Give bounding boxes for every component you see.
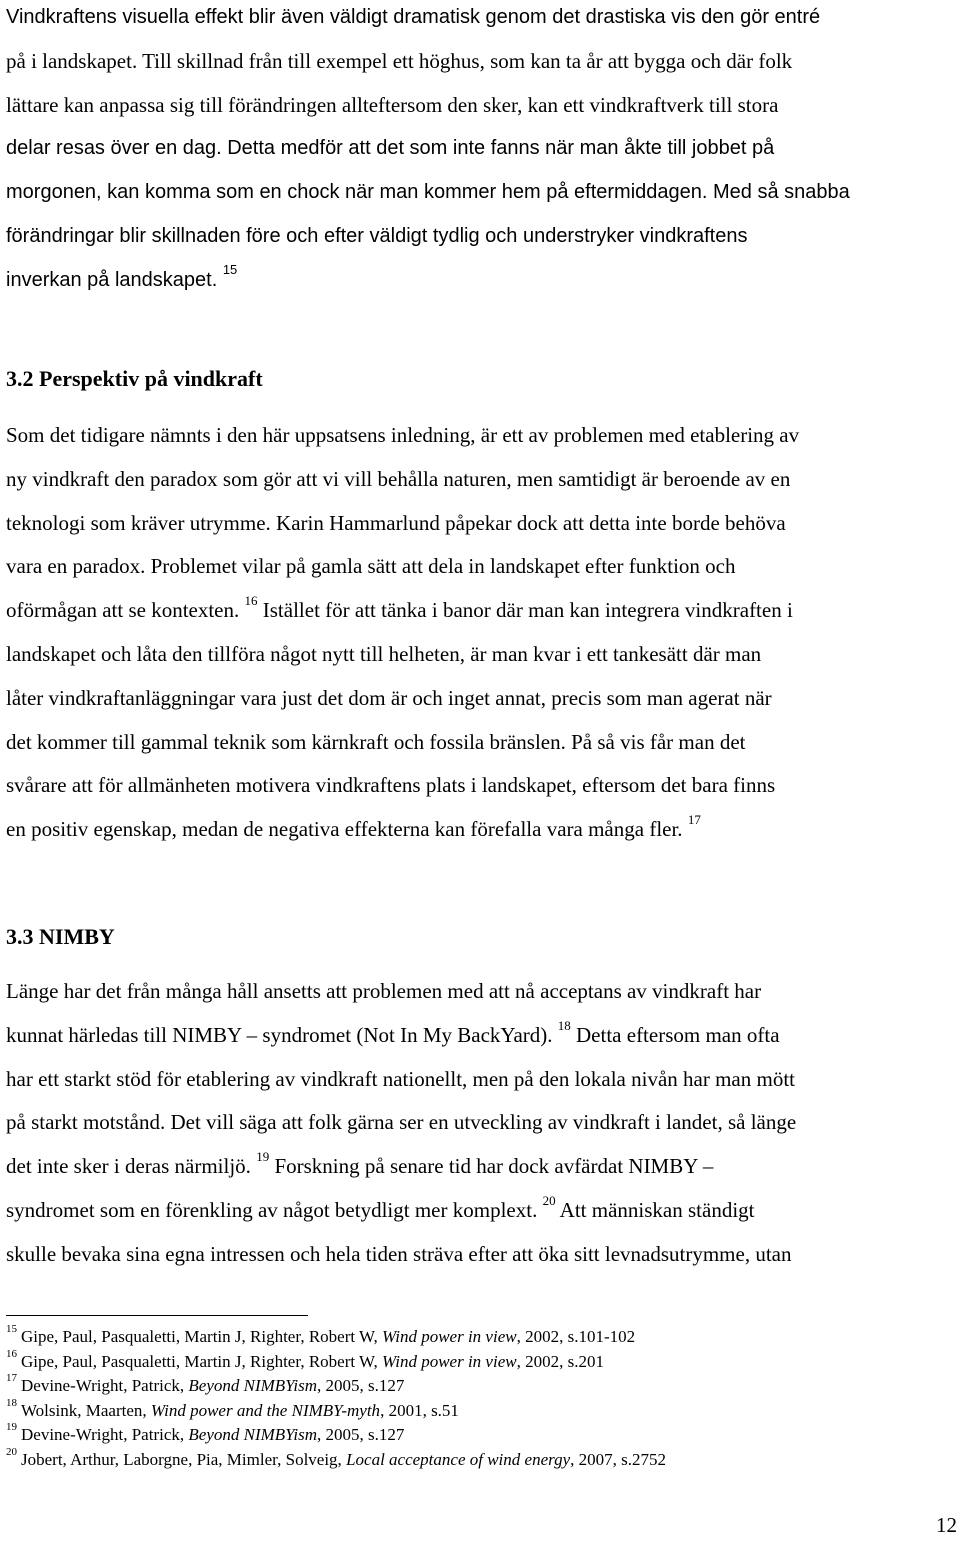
footnote-title: Wind power in view — [382, 1327, 517, 1346]
text-segment: en positiv egenskap, medan de negativa effekterna kan förefalla vara många fler. — [6, 817, 683, 842]
footnote-title: Beyond NIMBYism — [188, 1376, 317, 1395]
text-line: teknologi som kräver utrymme. Karin Hammarlund påpekar dock att detta inte borde behöva — [6, 510, 786, 535]
section-heading: 3.2 Perspektiv på vindkraft — [6, 366, 263, 391]
footnote-separator — [6, 1315, 308, 1316]
text-segment: det inte sker i deras närmiljö. — [6, 1154, 251, 1179]
footnote-details: , 2002, s.101-102 — [516, 1327, 636, 1346]
footnote-item — [6, 1374, 666, 1399]
footnote-ref: 18 — [557, 1017, 571, 1033]
footnote-item — [6, 1347, 666, 1375]
footnote-number: 19 — [6, 1421, 17, 1434]
footnote-authors: Devine-Wright, Patrick, — [21, 1376, 189, 1395]
footnote-title: Wind power in view — [382, 1351, 517, 1371]
text-line — [6, 1145, 796, 1189]
footnote-details: , 2007, s.2752 — [570, 1449, 667, 1469]
text-line — [6, 1014, 796, 1058]
text-segment: kunnat härledas till NIMBY – syndromet (Not In My BackYard). — [6, 1022, 553, 1047]
text-segment: Att människan ständigt — [555, 1197, 755, 1222]
page-number: 12 — [936, 1513, 957, 1537]
text-segment: Istället för att tänka i banor där man kan integrera vindkraften i — [257, 598, 793, 623]
text-segment: Detta eftersom man ofta — [570, 1022, 780, 1047]
text-line: Länge har det från många håll ansetts att problemen med att nå acceptans av vindkraft har — [6, 979, 762, 1003]
text-line: svårare att för allmänheten motivera vindkraftens plats i landskapet, eftersom det bara finns — [6, 773, 776, 798]
footnote-number: 17 — [6, 1372, 17, 1385]
text-segment: Forskning på senare tid har dock avfärdat NIMBY – — [269, 1154, 714, 1179]
footnote-details: , 2001, s.51 — [380, 1400, 459, 1420]
footnote-authors: Gipe, Paul, Pasqualetti, Martin J, Righter, Robert W, — [21, 1351, 383, 1371]
footnote-details: , 2005, s.127 — [316, 1425, 405, 1444]
footnote-item — [6, 1423, 666, 1448]
text-line — [6, 259, 850, 303]
footnote-ref: 20 — [542, 1192, 556, 1208]
text-line: lättare kan anpassa sig till förändringen allteftersom den sker, kan ett vindkraftverk till stora — [6, 92, 779, 117]
footnote-ref: 17 — [687, 812, 701, 828]
footnote-number: 20 — [6, 1445, 17, 1458]
footnote-number: 18 — [6, 1396, 17, 1409]
text-line: ny vindkraft den paradox som gör att vi vill behålla naturen, men samtidigt är beroende av en — [6, 466, 791, 491]
text-line: på starkt motstånd. Det vill säga att folk gärna ser en utveckling av vindkraft i landet, så länge — [6, 1110, 797, 1135]
text-line — [6, 1189, 796, 1233]
section-3-2-paragraph — [6, 414, 799, 852]
footnote-authors: Wolsink, Maarten, — [21, 1400, 151, 1420]
text-line: låter vindkraftanläggningar vara just det dom är och inget annat, precis som man agerat när — [6, 685, 772, 710]
text-line: Vindkraftens visuella effekt blir även väldigt dramatisk genom det drastiska vis den gör entré — [6, 6, 821, 28]
footnote-details: , 2005, s.127 — [316, 1376, 405, 1395]
text-line: förändringar blir skillnaden före och efter väldigt tydlig och understryker vindkraftens — [6, 224, 748, 247]
footnote-ref: 15 — [222, 262, 238, 278]
section-heading: 3.3 NIMBY — [6, 924, 115, 949]
text-line: landskapet och låta den tillföra något nytt till helheten, är man kvar i ett tankesätt där man — [6, 641, 762, 666]
footnote-ref: 16 — [244, 593, 258, 609]
section-3-3-paragraph — [6, 970, 796, 1277]
text-line: delar resas över en dag. Detta medför att det som inte fanns när man åkte till jobbet på — [6, 137, 775, 160]
text-line: vara en paradox. Problemet vilar på gamla sätt att dela in landskapet efter funktion och — [6, 554, 736, 579]
intro-paragraph — [6, 0, 850, 303]
footnote-item — [6, 1445, 667, 1473]
footnote-item — [6, 1396, 666, 1424]
footnote-authors: Devine-Wright, Patrick, — [21, 1425, 189, 1444]
footnote-details: , 2002, s.201 — [516, 1351, 604, 1371]
footnote-title: Beyond NIMBYism — [188, 1425, 317, 1444]
text-line: skulle bevaka sina egna intressen och hela tiden sträva efter att öka sitt levnadsutrymme, utan — [6, 1241, 792, 1266]
footnote-ref: 19 — [256, 1149, 270, 1165]
footnote-item — [6, 1325, 666, 1350]
text-segment: syndromet som en förenkling av något betydligt mer komplext. — [6, 1197, 538, 1222]
footnote-list — [6, 1325, 666, 1472]
footnote-authors: Gipe, Paul, Pasqualetti, Martin J, Righter, Robert W, — [21, 1327, 383, 1346]
footnote-authors: Jobert, Arthur, Laborgne, Pia, Mimler, Solveig, — [21, 1449, 347, 1469]
text-line: har ett starkt stöd för etablering av vindkraft nationellt, men på den lokala nivån har man mött — [6, 1066, 796, 1091]
text-line: det kommer till gammal teknik som kärnkraft och fossila bränslen. På så vis får man det — [6, 729, 746, 754]
text-line: morgonen, kan komma som en chock när man kommer hem på eftermiddagen. Med så snabba — [6, 181, 850, 204]
footnote-number: 15 — [6, 1323, 17, 1336]
text-line — [6, 589, 799, 633]
text-line: Som det tidigare nämnts i den här uppsatsens inledning, är ett av problemen med etablering av — [6, 423, 800, 447]
footnote-title: Local acceptance of wind energy — [346, 1449, 571, 1469]
text-segment: inverkan på landskapet. — [6, 268, 218, 291]
footnote-number: 16 — [6, 1347, 17, 1360]
text-segment: oförmågan att se kontexten. — [6, 598, 240, 623]
text-line: på i landskapet. Till skillnad från till exempel ett höghus, som kan ta år att bygga och där folk — [6, 48, 793, 73]
text-line — [6, 808, 799, 852]
footnote-title: Wind power and the NIMBY-myth — [150, 1400, 381, 1420]
